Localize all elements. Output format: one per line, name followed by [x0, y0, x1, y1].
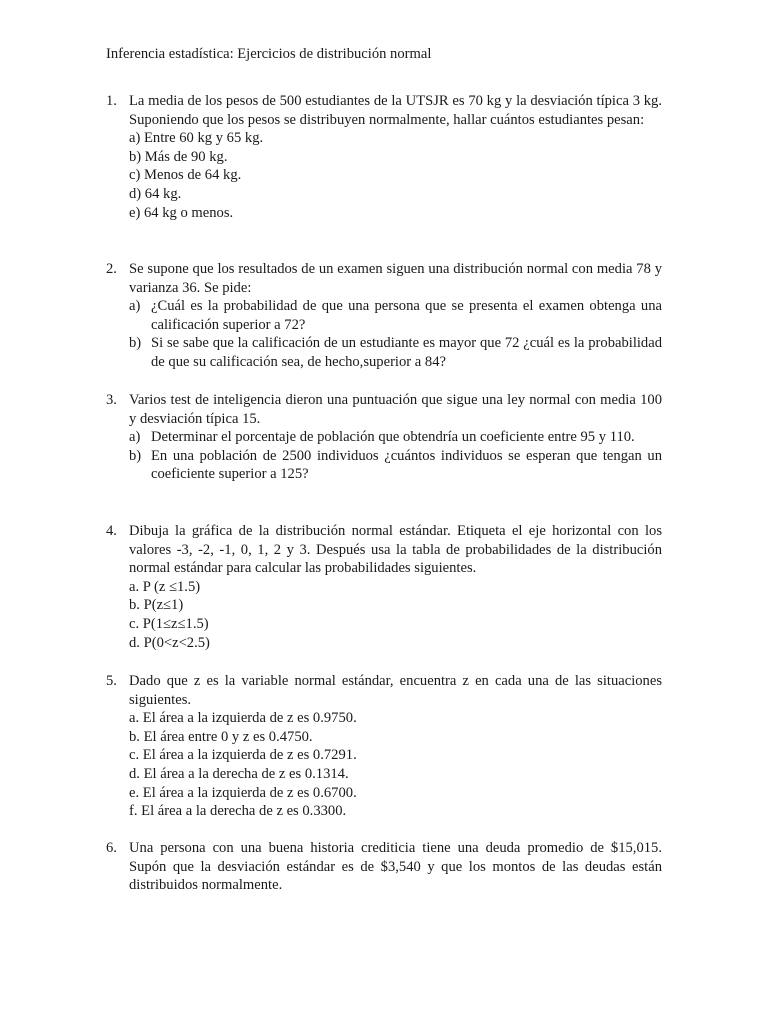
- exercise-statement: Dibuja la gráfica de la distribución normal estándar. Etiqueta el eje horizontal con los valores -3, -2, -1, 0, 1, 2 y 3. Después usa la tabla de probabilidades de la distribución normal estándar para calcular las probabilidades siguientes.: [129, 523, 662, 577]
- exercise-statement: Dado que z es la variable normal estándar, encuentra z en cada una de las situaciones siguientes.: [129, 673, 662, 708]
- list-item: a. P (z ≤1.5): [129, 578, 201, 595]
- exercise-6: [106, 839, 662, 895]
- exercise-1: [106, 92, 662, 222]
- list-item: c. P(1≤z≤1.5): [129, 615, 209, 632]
- list-item: f. El área a la derecha de z es 0.3300.: [129, 803, 347, 820]
- list-item: e) 64 kg o menos.: [129, 204, 234, 221]
- list-item: b. P(z≤1): [129, 597, 184, 614]
- exercise-number: 1.: [106, 93, 117, 109]
- exercise-2: [106, 260, 662, 372]
- exercise-number: 4.: [106, 523, 117, 539]
- sub-question-text: Determinar el porcentaje de población que obtendría un coeficiente entre 95 y 110.: [151, 429, 635, 446]
- exercise-number: 3.: [106, 392, 117, 408]
- list-item: b. El área entre 0 y z es 0.4750.: [129, 728, 313, 745]
- exercise-number: 6.: [106, 840, 117, 856]
- exercise-number: 2.: [106, 261, 117, 277]
- list-item: d. El área a la derecha de z es 0.1314.: [129, 765, 349, 782]
- list-item: a) Entre 60 kg y 65 kg.: [129, 130, 264, 147]
- list-item: b) Más de 90 kg.: [129, 148, 228, 165]
- list-item: d) 64 kg.: [129, 185, 182, 202]
- sub-question: [129, 334, 662, 371]
- sub-question-label: b): [129, 335, 142, 352]
- list-item: e. El área a la izquierda de z es 0.6700.: [129, 784, 357, 801]
- exercise-statement: Una persona con una buena historia crediticia tiene una deuda promedio de $15,015. Supón que la desviación estándar es de $3,540 y que los montos de las deudas están distribuidos normalmente.: [129, 840, 662, 894]
- exercise-number: 5.: [106, 673, 117, 689]
- exercise-statement: Varios test de inteligencia dieron una puntuación que sigue una ley normal con media 100 y desviación típica 15.: [129, 392, 662, 427]
- exercise-3: [106, 391, 662, 484]
- exercise-4: [106, 522, 662, 652]
- sub-question-label: a): [129, 429, 141, 446]
- sub-question-text: En una población de 2500 individuos ¿cuántos individuos se esperan que tengan un coeficiente superior a 125?: [151, 447, 662, 483]
- sub-question-text: Si se sabe que la calificación de un estudiante es mayor que 72 ¿cuál es la probabilidad de que su calificación sea, de hecho,superior a 84?: [151, 335, 662, 370]
- list-item: a. El área a la izquierda de z es 0.9750.: [129, 710, 357, 727]
- document-title: Inferencia estadística: Ejercicios de distribución normal: [106, 46, 432, 62]
- sub-question-text: ¿Cuál es la probabilidad de que una persona que se presenta el examen obtenga una calificación superior a 72?: [151, 298, 662, 333]
- list-item: c. El área a la izquierda de z es 0.7291.: [129, 747, 357, 764]
- sub-question: [129, 297, 662, 334]
- sub-question-label: a): [129, 298, 141, 315]
- sub-question-label: b): [129, 447, 142, 464]
- sub-question: [129, 447, 662, 484]
- exercise-statement: La media de los pesos de 500 estudiantes de la UTSJR es 70 kg y la desviación típica 3 kg. Suponiendo que los pesos se distribuyen normalmente, hallar cuántos estudiantes pesan:: [129, 93, 662, 128]
- list-item: c) Menos de 64 kg.: [129, 167, 242, 184]
- exercise-5: [106, 672, 662, 821]
- exercise-statement: Se supone que los resultados de un examen siguen una distribución normal con media 78 y varianza 36. Se pide:: [129, 261, 662, 296]
- sub-question: [129, 428, 662, 447]
- list-item: d. P(0<z<2.5): [129, 634, 210, 651]
